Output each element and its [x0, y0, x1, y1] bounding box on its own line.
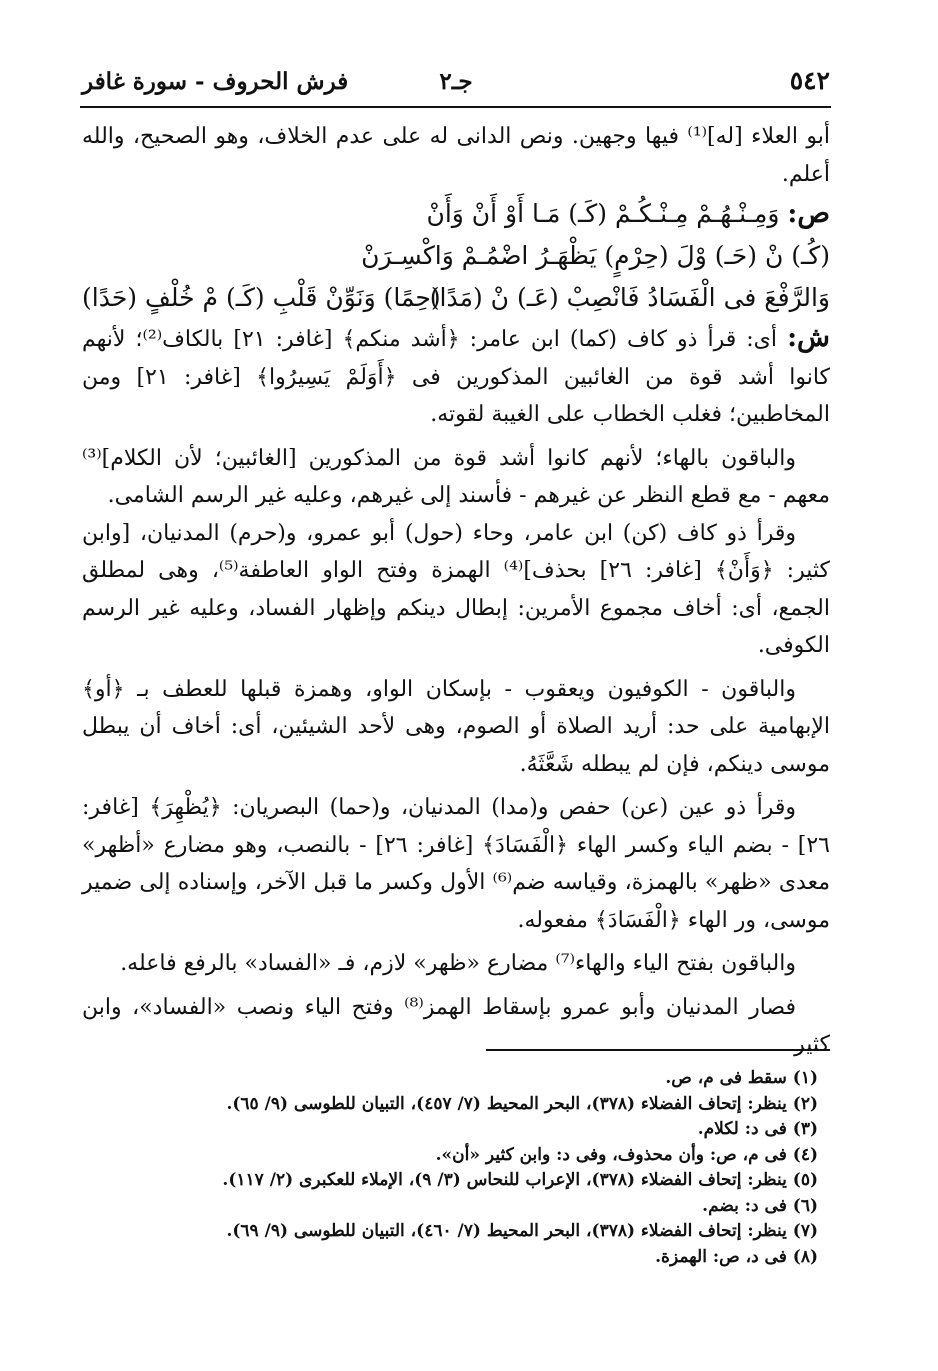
sad-marker: ص:	[787, 198, 830, 229]
header-rule	[80, 106, 831, 108]
footnotes	[82, 1066, 830, 1270]
verse-line-2-right: (كُـ) نْ (حَـ) وْلَ (حِرْمٍ) يَظْهَـرُ اضْمُـمْ وَاكْسِـرَنْ	[361, 241, 830, 270]
footnote-7: (٧) ينظر: إتحاف الفضلاء (٣٧٨)، البحر المحيط (٧/ ٤٦٠)، التبيان للطوسى (٩/ ٦٩).	[226, 1221, 818, 1241]
shin-marker: ش:	[787, 322, 830, 353]
paragraph-4: وقرأ ذو كاف (كن) ابن عامر، وحاء (حول) أبو عمرو، و(حرم) المدنيان، [وابن كثير: ﴿وَأَنْ﴾ [غافر: ٢٦] بحذف]⁽⁴⁾ الهمزة وفتح الواو العاطفة⁽⁵⁾، وهى لمطلق الجمع، أى: أخاف مجموع الأمرين: إبطال دينكم وإظهار الفساد، وعليه غير الرسم الكوفى.	[82, 520, 830, 658]
paragraph-7: والباقون بفتح الياء والهاء⁽⁷⁾ مضارع «ظهر» لازم، فـ «الفساد» بالرفع فاعله.	[120, 951, 796, 976]
footnote-2: (٢) ينظر: إتحاف الفضلاء (٣٧٨)، البحر المحيط (٧/ ٤٥٧)، التبيان للطوسى (٩/ ٦٥).	[226, 1093, 818, 1114]
verse-line-3-right: وَالرَّفْعَ فى الْفَسَادُ فَانْصِبْ (عَـ) نْ (مَدًا)	[429, 283, 830, 312]
footnote-3: (٣) فى د: لكلام.	[697, 1119, 818, 1139]
running-header	[82, 66, 830, 100]
page-number: ٥٤٢	[789, 66, 830, 95]
verse-line-1-right: ص: وَمِـنْـهُـمْ مِـنْـكُـمْ (كَـ) مَـا أَوْ أَنْ وَأَنْ	[426, 198, 830, 229]
footnote-5: (٥) ينظر: إتحاف الفضلاء (٣٧٨)، الإعراب للنحاس (٣/ ٩)، الإملاء للعكبرى (٢/ ١١٧).	[222, 1170, 818, 1190]
verse-line-3	[82, 277, 830, 319]
paragraph-2: ش: أى: قرأ ذو كاف (كما) ابن عامر: ﴿أشد منكم﴾ [غافر: ٢١] بالكاف⁽²⁾؛ لأنهم كانوا أشد قوة من الغائبين المذكورين فى ﴿أَوَلَمْ يَسِيرُوا﴾ [غافر: ٢١] ومن المخاطبين؛ فغلب الخطاب على الغيبة لقوته.	[82, 322, 831, 427]
verse-line-2	[82, 235, 830, 277]
verse-line-3-left: (حِمًا) وَنَوِّنْ قَلْبِ (كَـ) مْ خُلْفٍ (حَدًا)	[82, 283, 441, 312]
paragraph-6: وقرأ ذو عين (عن) حفص و(مدا) المدنيان، و(حما) البصريان: ﴿يُظْهِرَ﴾ [غافر: ٢٦] - بضم الياء وكسر الهاء ﴿الْفَسَادَ﴾ [غافر: ٢٦] - بالنصب، وهو مضارع «أظهر» معدى «ظهر» بالهمزة، وقياسه ضم⁽⁶⁾ الأول وكسر ما قبل الآخر، وإسناده إلى ضمير موسى، ور الهاء ﴿الْفَسَادَ﴾ مفعوله.	[82, 795, 830, 933]
paragraph-5: والباقون - الكوفيون ويعقوب - بإسكان الواو، وهمزة قبلها للعطف بـ ﴿أو﴾ الإبهامية على حد: أريد الصلاة أو الصوم، وهى لأحد الشيئين، أى: أخاف أن يبطل موسى دينكم، فإن لم يبطله شَعَّثَهُ.	[82, 676, 830, 777]
paragraph-1: أبو العلاء [له]⁽¹⁾ فيها وجهين. ونص الدانى له على عدم الخلاف، وهو الصحيح، والله أعلم.	[82, 124, 830, 187]
paragraph-8: فصار المدنيان وأبو عمرو بإسقاط الهمز⁽⁸⁾ وفتح الياء ونصب «الفساد»، وابن كثير	[82, 994, 830, 1057]
footnote-rule	[486, 1049, 830, 1051]
footnote-6: (٦) فى د: بضم.	[702, 1195, 818, 1216]
footnote-1: (١) سقط فى م، ص.	[665, 1068, 818, 1088]
footnote-4: (٤) فى م، ص: وأن محذوف، وفى د: وابن كثير «أن».	[435, 1144, 818, 1165]
paragraph-3: والباقون بالهاء؛ لأنهم كانوا أشد قوة من المذكورين [الغائبين؛ لأن الكلام]⁽³⁾ معهم - مع قطع النظر عن غيرهم - فأسند إلى غيرهم، وعليه غير الرسم الشامى.	[82, 445, 830, 508]
main-text	[82, 118, 830, 1064]
volume-label: جـ٢	[439, 68, 473, 95]
section-title: فرش الحروف - سورة غافر	[82, 68, 349, 95]
verse-line-1	[82, 193, 830, 235]
footnote-8: (٨) فى د، ص: الهمزة.	[655, 1246, 818, 1267]
